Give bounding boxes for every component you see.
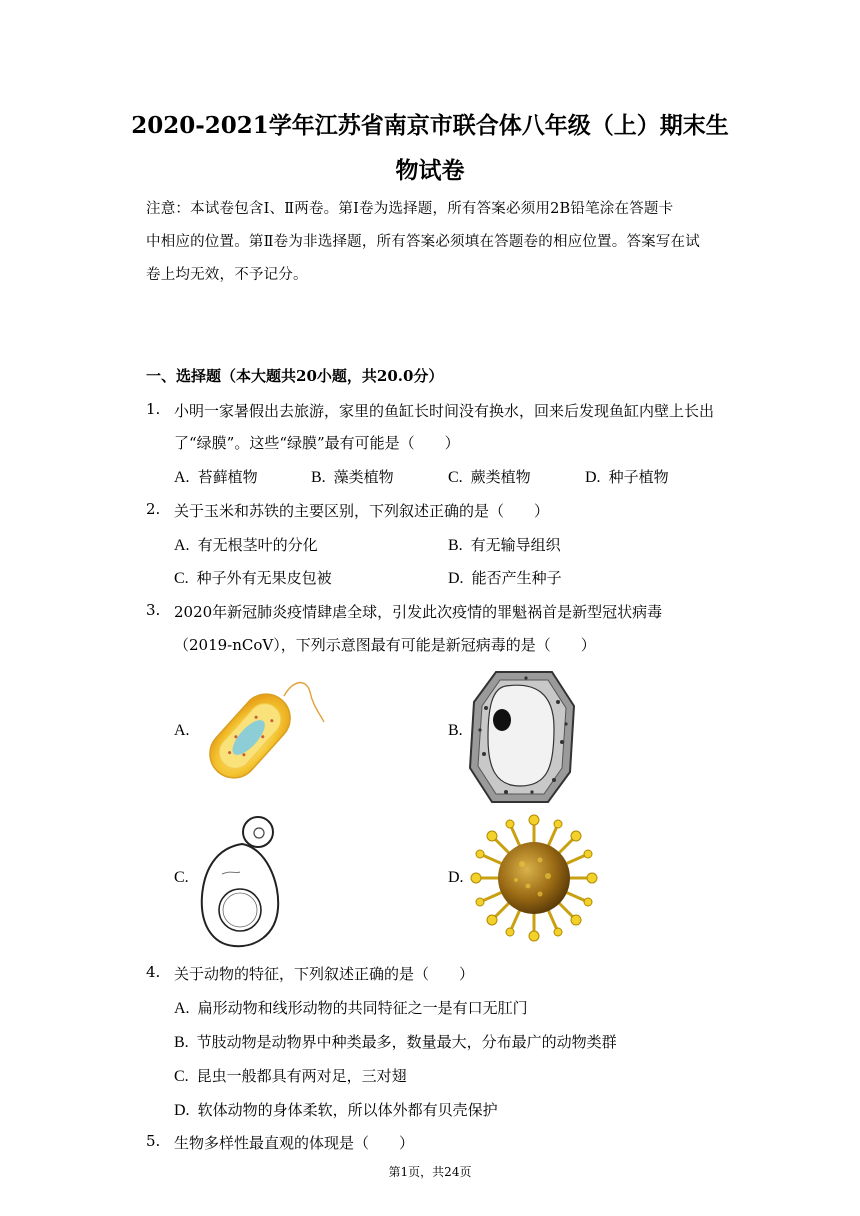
coronavirus-illustration — [470, 814, 598, 942]
option-letter: C. — [174, 570, 189, 587]
budding-yeast-illustration — [196, 812, 288, 950]
question-5-line1: 生物多样性最直观的体现是（ ） — [174, 1134, 415, 1152]
option-letter: C. — [448, 469, 463, 486]
option-text: 苔藓植物 — [197, 468, 258, 486]
question-3-number: 3. — [146, 601, 161, 619]
question-4-option-b — [174, 1031, 617, 1052]
option-text: 能否产生种子 — [471, 569, 562, 587]
question-1-option-a — [174, 466, 258, 487]
option-letter: A. — [174, 1000, 190, 1017]
option-text: 藻类植物 — [333, 468, 394, 486]
option-letter: D. — [585, 469, 601, 486]
option-text: 节肢动物是动物界中种类最多，数量最大，分布最广的动物类群 — [196, 1033, 617, 1051]
question-3-option-a-letter — [174, 721, 198, 740]
question-4-option-a — [174, 997, 528, 1018]
option-text: 有无输导组织 — [470, 536, 561, 554]
question-4-option-d — [174, 1099, 498, 1120]
document-title-line1: 2020-2021学年江苏省南京市联合体八年级（上）期末生 — [131, 112, 729, 139]
plant-cell-illustration — [466, 668, 578, 806]
option-letter: A. — [174, 469, 190, 486]
question-3-option-d-letter — [448, 868, 472, 887]
option-text: 种子植物 — [608, 468, 669, 486]
question-2-option-b — [448, 534, 561, 555]
question-4-option-c — [174, 1065, 407, 1086]
option-text: 蕨类植物 — [470, 468, 531, 486]
option-letter: C. — [174, 1068, 189, 1085]
question-2-option-a — [174, 534, 318, 555]
section-heading: 一、选择题（本大题共20小题，共20.0分） — [146, 367, 444, 385]
question-5-number: 5. — [146, 1132, 161, 1150]
option-text: 昆虫一般都具有两对足，三对翅 — [196, 1067, 407, 1085]
page-footer: 第1页，共24页 — [388, 1165, 472, 1179]
option-letter: A. — [174, 722, 190, 739]
option-text: 软体动物的身体柔软，所以体外都有贝壳保护 — [197, 1101, 498, 1119]
question-1-option-b — [311, 466, 394, 487]
option-text: 扁形动物和线形动物的共同特征之一是有口无肛门 — [197, 999, 528, 1017]
option-text: 种子外有无果皮包被 — [196, 569, 332, 587]
question-1-number: 1. — [146, 400, 161, 418]
question-3-option-c-letter — [174, 868, 197, 887]
bacterium-illustration — [198, 674, 328, 786]
question-4-number: 4. — [146, 963, 161, 981]
option-text: 有无根茎叶的分化 — [197, 536, 318, 554]
notice-line3: 卷上均无效，不予记分。 — [146, 267, 308, 283]
document-title-line2: 物试卷 — [395, 157, 465, 184]
option-letter: B. — [448, 722, 463, 739]
question-2-number: 2. — [146, 500, 161, 518]
question-1-option-c — [448, 466, 531, 487]
option-letter: B. — [448, 537, 463, 554]
option-letter: B. — [174, 1034, 189, 1051]
option-letter: D. — [448, 570, 464, 587]
question-2-option-c — [174, 567, 332, 588]
notice-line2: 中相应的位置。第Ⅱ卷为非选择题，所有答案必须填在答题卷的相应位置。答案写在试 — [146, 234, 700, 250]
question-3-line2: （2019-nCoV），下列示意图最有可能是新冠病毒的是（ ） — [174, 636, 596, 654]
question-3-line1: 2020年新冠肺炎疫情肆虐全球，引发此次疫情的罪魁祸首是新型冠状病毒 — [174, 603, 663, 621]
option-letter: A. — [174, 537, 190, 554]
option-letter: B. — [311, 469, 326, 486]
question-1-option-d — [585, 466, 669, 487]
question-2-line1: 关于玉米和苏铁的主要区别，下列叙述正确的是（ ） — [174, 502, 550, 520]
notice-line1: 注意：本试卷包含Ⅰ、Ⅱ两卷。第Ⅰ卷为选择题，所有答案必须用2B铅笔涂在答题卡 — [146, 201, 674, 217]
question-2-option-d — [448, 567, 562, 588]
option-letter: C. — [174, 869, 189, 886]
option-letter: D. — [448, 869, 464, 886]
question-4-line1: 关于动物的特征，下列叙述正确的是（ ） — [174, 965, 475, 983]
question-1-line1: 小明一家暑假出去旅游，家里的鱼缸长时间没有换水，回来后发现鱼缸内壁上长出 — [174, 402, 715, 420]
option-letter: D. — [174, 1102, 190, 1119]
question-1-line2: 了“绿膜”。这些“绿膜”最有可能是（ ） — [174, 434, 460, 452]
